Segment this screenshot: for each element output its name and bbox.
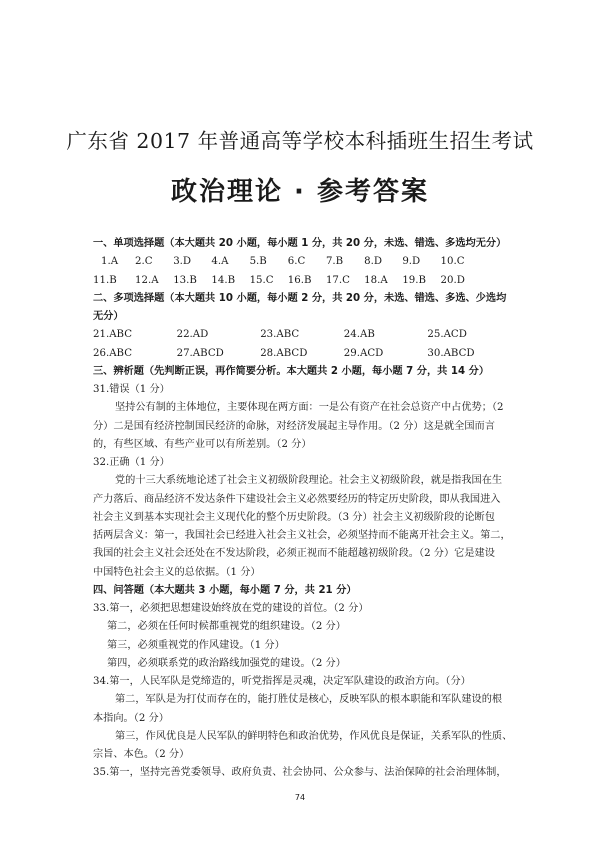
q34-text-line: 34.第一，人民军队是党缔造的，听党指挥是灵魂，决定军队建设的政治方向。（分） <box>93 676 471 687</box>
answer-item: 30.ABCD <box>427 347 475 359</box>
answer-item: 2.C <box>135 256 153 268</box>
q34-text-line: 本指向。（2 分） <box>93 712 169 724</box>
answer-item: 9.D <box>402 256 421 268</box>
q32-text-line: 产力落后、商品经济不发达条件下建设社会主义必然要经历的特定历史阶段，即从我国进入 <box>93 493 501 505</box>
q32-text-line: 社会主义到基本实现社会主义现代化的整个历史阶段。（3 分）社会主义初级阶段的论断包 <box>93 511 495 523</box>
answer-item: 19.B <box>402 274 427 286</box>
exam-title: 广东省 2017 年普通高等学校本科插班生招生考试 <box>66 129 534 153</box>
q32-text-line: 中国特色社会主义的总依据。（1 分） <box>93 566 261 578</box>
answer-item: 20.D <box>440 274 465 286</box>
q32-text-line: 党的十三大系统地论述了社会主义初级阶段理论。社会主义初级阶段，就是指我国在生 <box>115 475 503 487</box>
answer-item: 16.B <box>287 274 312 286</box>
q31-verdict: 31.错误（1 分） <box>93 384 170 395</box>
q32-verdict: 32.正确（1 分） <box>93 457 170 468</box>
answer-item: 1.A <box>101 256 119 268</box>
section-2-heading: 二、多项选择题（本大题共 10 小题，每小题 2 分，共 20 分，未选、错选、多选、少选均 <box>93 292 507 304</box>
q35-text-line: 35.第一，坚持完善党委领导、政府负责、社会协同、公众参与、法治保障的社会治理体制， <box>93 767 507 779</box>
answer-item: 18.A <box>364 274 388 286</box>
answer-item: 15.C <box>249 274 274 286</box>
q31-text-line: 坚持公有制的主体地位，主要体现在两方面：一是公有资产在社会总资产中占优势；（2 <box>115 402 504 414</box>
page-number: 74 <box>294 793 306 802</box>
section-3-heading: 三、辨析题（先判断正误，再作简要分析。本大题共 2 小题，每小题 7 分，共 14 分） <box>93 365 490 377</box>
q33-text-line: 第二，必须在任何时候都重视党的组织建设。（2 分） <box>107 621 346 633</box>
answer-item: 3.D <box>173 256 192 268</box>
answer-item: 5.B <box>249 256 267 268</box>
answer-item: 8.D <box>364 256 383 268</box>
answer-body <box>93 235 511 783</box>
answer-item: 11.B <box>93 274 117 286</box>
answer-item: 26.ABC <box>93 347 133 359</box>
answer-item: 24.AB <box>343 329 375 341</box>
q31-text-line: 分）二是国有经济控制国民经济的命脉，对经济发展起主导作用。（2 分）这是就全国而言 <box>93 420 495 432</box>
q33-text-line: 33.第一，必须把思想建设始终放在党的建设的首位。（2 分） <box>93 603 369 614</box>
answer-item: 10.C <box>440 256 465 268</box>
multi-choice-row-1 <box>93 326 511 344</box>
answer-item: 29.ACD <box>343 347 384 359</box>
answer-item: 4.A <box>211 256 229 268</box>
q33-text-line: 第三，必须重视党的作风建设。（1 分） <box>107 639 285 651</box>
answer-item: 28.ABCD <box>260 347 308 359</box>
answer-item: 12.A <box>135 274 159 286</box>
single-choice-row-2 <box>93 272 511 290</box>
answer-item: 17.C <box>325 274 350 286</box>
q32-text-line: 括两层含义：第一，我国社会已经进入社会主义社会，必须坚持而不能离开社会主义。第二， <box>93 530 511 541</box>
answer-item: 23.ABC <box>260 329 300 341</box>
single-choice-row-1 <box>93 253 511 271</box>
q32-text-line: 我国的社会主义社会还处在不发达阶段，必须正视而不能超越初级阶段。（2 分）它是建设 <box>93 548 495 560</box>
section-2-heading-cont: 无分） <box>93 311 124 322</box>
q34-text-line: 宗旨、本色。（2 分） <box>93 749 190 760</box>
document-subtitle: 政治理论 · 参考答案 <box>171 177 429 207</box>
answer-item: 21.ABC <box>93 329 133 341</box>
multi-choice-row-2 <box>93 345 511 363</box>
q34-text-line: 第三，作风优良是人民军队的鲜明特色和政治优势，作风优良是保证，关系军队的性质、 <box>115 730 513 742</box>
q31-text-line: 的，有些区域、有些产业可以有所差别。（2 分） <box>93 438 312 450</box>
answer-item: 7.B <box>325 256 344 268</box>
answer-item: 27.ABCD <box>176 347 224 359</box>
answer-item: 25.ACD <box>427 329 467 341</box>
answer-item: 22.AD <box>176 329 209 341</box>
section-1-heading: 一、单项选择题（本大题共 20 小题，每小题 1 分，共 20 分，未选、错选、多选均无分） <box>93 238 507 249</box>
section-4-heading: 四、问答题（本大题共 3 小题，每小题 7 分，共 21 分） <box>93 584 357 596</box>
answer-item: 6.C <box>287 256 306 268</box>
answer-item: 13.B <box>173 274 197 286</box>
q34-text-line: 第二，军队是为打仗而存在的，能打胜仗是核心，反映军队的根本职能和军队建设的根 <box>115 694 503 706</box>
q33-text-line: 第四，必须联系党的政治路线加强党的建设。（2 分） <box>107 657 346 669</box>
answer-item: 14.B <box>211 274 236 286</box>
